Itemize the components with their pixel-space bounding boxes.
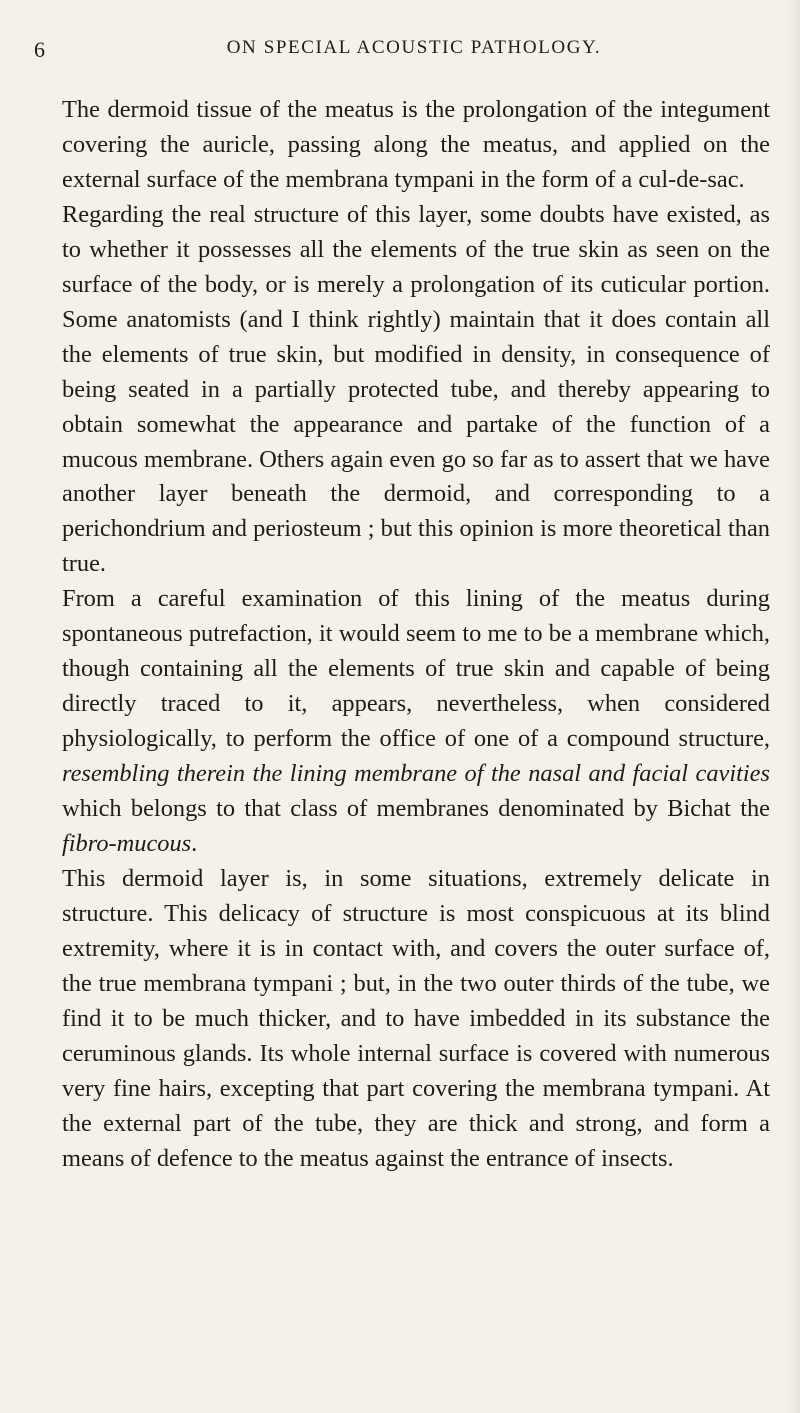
page-edge-shadow bbox=[786, 0, 800, 1413]
page-number: 6 bbox=[34, 37, 45, 62]
italic-term-fibro-mucous: fibro-mucous bbox=[62, 830, 192, 858]
paragraph-text-end: . bbox=[191, 830, 198, 858]
italic-phrase-resembling: resembling therein the lining membrane of the nasal and facial cavities bbox=[62, 760, 770, 788]
paragraph-careful-examination bbox=[62, 582, 770, 862]
body-text bbox=[62, 93, 770, 1177]
paragraph-real-structure: Regarding the real structure of this layer, some doubts have existed, as to whether it possesses all the elements of the true skin as seen on the surface of the body, or is merely a prolongation of its cuticular portion. Some anatomists (and I think rightly) maintain that it does contain all the elements of true skin, but modified in density, in consequence of being seated in a partially protected tube, and thereby appearing to obtain somewhat the appearance and partake of the function of a mucous membrane. Others again even go so far as to assert that we have another layer beneath the dermoid, and corresponding to a perichondrium and periosteum ; but this opinion is more theoretical than true. bbox=[62, 200, 770, 578]
running-title: ON SPECIAL ACOUSTIC PATHOLOGY. bbox=[226, 37, 602, 58]
paragraph-text-middle: which belongs to that class of membranes denominated by Bichat the bbox=[62, 795, 770, 823]
paragraph-dermoid-tissue: The dermoid tissue of the meatus is the prolongation of the integument covering the auricle, passing along the meatus, and applied on the external surface of the membrana tympani in the form of a cul-de-sac. bbox=[62, 96, 770, 193]
running-head bbox=[34, 37, 754, 67]
paragraph-delicate-structure: This dermoid layer is, in some situations, extremely delicate in structure. This delicacy of structure is most conspicuous at its blind extremity, where it is in contact with, and covers the outer surface of, the true membrana tympani ; but, in the two outer thirds of the tube, we find it to be much thicker, and to have imbedded in its substance the ceruminous glands. Its whole internal surface is covered with numerous very fine hairs, excepting that part covering the membrana tympani. At the external part of the tube, they are thick and strong, and form a means of defence to the meatus against the entrance of insects. bbox=[62, 864, 770, 1172]
paragraph-text-start: From a careful examination of this lining of the meatus during spontaneous putrefaction, it would seem to me to be a membrane which, though containing all the elements of true skin and capable of being directly traced to it, appears, nevertheless, when considered physiologically, to perform the office of one of a compound structure, bbox=[62, 585, 770, 753]
